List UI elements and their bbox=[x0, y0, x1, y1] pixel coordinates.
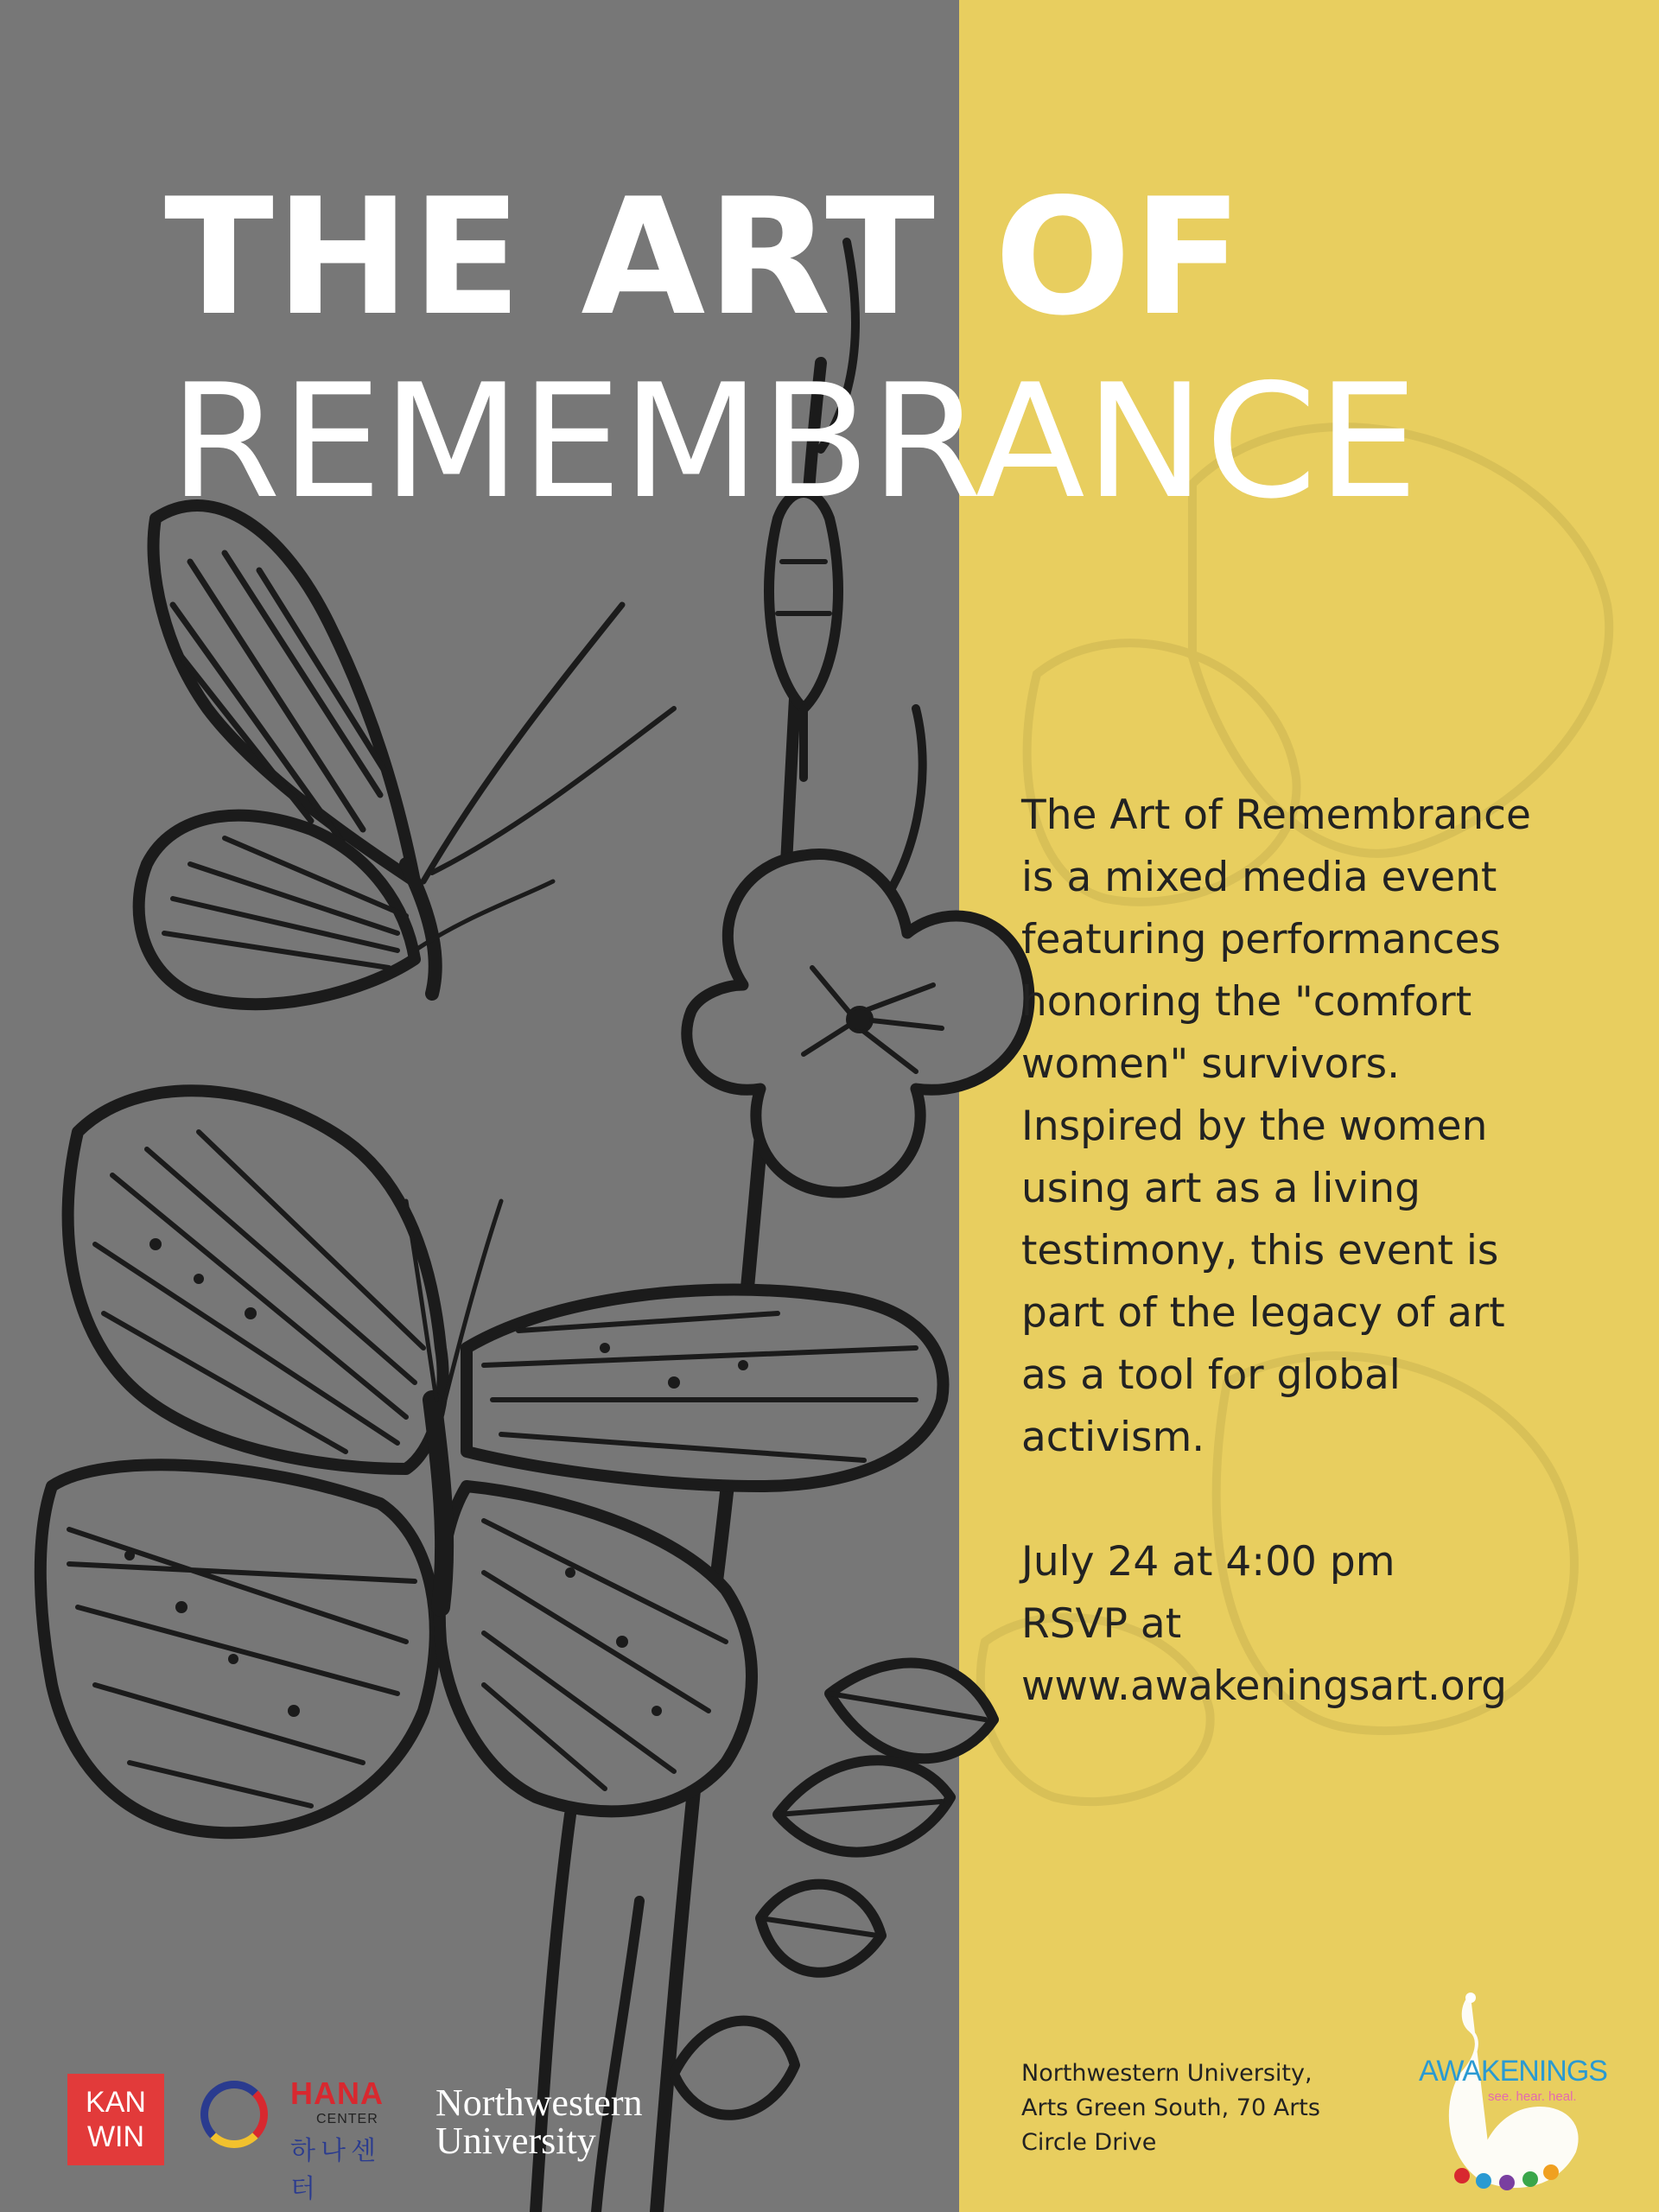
kanwin-logo-line2: WIN bbox=[86, 2120, 145, 2153]
description-line: testimony, this event is bbox=[1021, 1227, 1499, 1274]
kanwin-logo bbox=[67, 2074, 164, 2165]
description-line: The Art of Remembrance bbox=[1021, 791, 1531, 839]
hana-ring-icon bbox=[200, 2081, 268, 2148]
address-line: Northwestern University, bbox=[1021, 2060, 1313, 2087]
poster-title-line1: THE ART OF bbox=[164, 163, 1244, 351]
description-line: part of the legacy of art bbox=[1021, 1289, 1505, 1337]
description-line: women" survivors. bbox=[1021, 1040, 1401, 1088]
kanwin-logo-line1: KAN bbox=[86, 2086, 146, 2119]
hana-logo-korean: 하나센터 bbox=[290, 2136, 381, 2204]
description-line: featuring performances bbox=[1021, 916, 1501, 963]
description-line: using art as a living bbox=[1021, 1165, 1421, 1212]
hana-logo-sub: CENTER bbox=[316, 2112, 378, 2126]
address-line: Arts Green South, 70 Arts bbox=[1021, 2094, 1320, 2121]
poster-title-line2: REMEMBRANCE bbox=[169, 350, 1419, 533]
event-description bbox=[1021, 785, 1626, 1469]
description-line: activism. bbox=[1021, 1414, 1205, 1461]
awakenings-logo-name: AWAKENINGS bbox=[1419, 2055, 1607, 2088]
address-line: Circle Drive bbox=[1021, 2129, 1157, 2156]
event-address bbox=[1021, 2056, 1384, 2160]
hana-center-logo bbox=[197, 2074, 404, 2204]
event-date-time: July 24 at 4:00 pm bbox=[1021, 1538, 1395, 1586]
description-line: honoring the "comfort bbox=[1021, 978, 1472, 1026]
hana-logo-name: HANA bbox=[290, 2075, 384, 2111]
description-line: as a tool for global bbox=[1021, 1351, 1401, 1399]
northwestern-logo-line1: Northwestern bbox=[435, 2082, 643, 2124]
description-line: Inspired by the women bbox=[1021, 1103, 1488, 1150]
rsvp-label: RSVP at bbox=[1021, 1600, 1182, 1648]
awakenings-logo-tagline: see. hear. heal. bbox=[1488, 2089, 1577, 2104]
northwestern-logo-line2: University bbox=[435, 2120, 596, 2162]
description-line: is a mixed media event bbox=[1021, 854, 1497, 901]
awakenings-logo bbox=[1410, 1979, 1607, 2195]
rsvp-url-link[interactable]: www.awakeningsart.org bbox=[1021, 1662, 1507, 1710]
event-info bbox=[1021, 1531, 1643, 1718]
northwestern-logo bbox=[435, 2084, 643, 2160]
